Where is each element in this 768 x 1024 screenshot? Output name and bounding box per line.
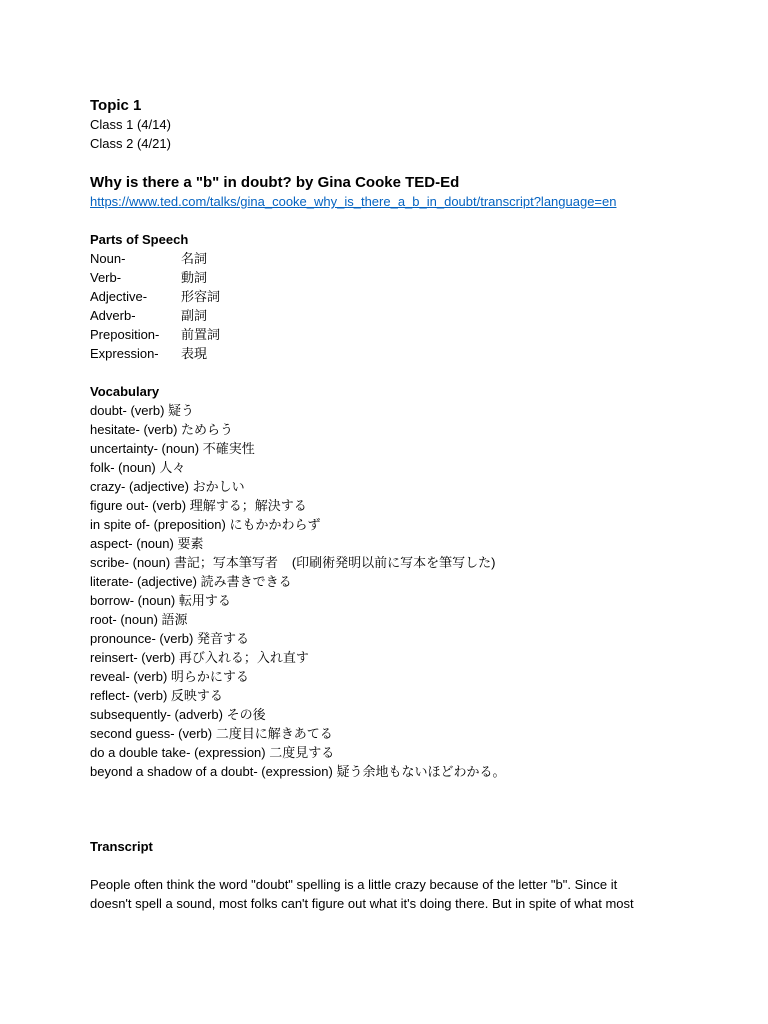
vocab-term: figure out- (verb) [90, 498, 187, 513]
vocab-term: root- (noun) [90, 612, 158, 627]
class-line-1: Class 1 (4/14) [90, 117, 171, 132]
vocab-japanese: 発音する [196, 631, 249, 646]
vocab-item [90, 610, 730, 629]
talk-title: Why is there a "b" in doubt? by Gina Cooke TED-Ed [90, 174, 460, 191]
vocab-item [90, 496, 730, 515]
transcript-section [90, 837, 730, 913]
vocabulary-section [90, 382, 730, 781]
vocab-item [90, 477, 730, 496]
pos-row [90, 249, 730, 268]
vocab-item [90, 705, 730, 724]
vocab-item [90, 648, 730, 667]
vocab-japanese: 理解する；解決する [189, 498, 307, 513]
vocab-japanese: 要素 [177, 536, 204, 551]
pos-japanese: 表現 [181, 346, 208, 361]
vocab-item [90, 591, 730, 610]
vocab-term: folk- (noun) [90, 460, 156, 475]
transcript-link[interactable]: https://www.ted.com/talks/gina_cooke_why_is_there_a_b_in_doubt/transcript?language=en [90, 194, 617, 209]
vocab-japanese: 読み書きできる [200, 574, 292, 589]
pos-japanese: 副詞 [181, 308, 208, 323]
transcript-line: People often think the word "doubt" spelling is a little crazy because of the letter "b". Since it [90, 877, 618, 892]
vocab-item [90, 401, 730, 420]
vocab-item [90, 743, 730, 762]
vocab-item [90, 458, 730, 477]
pos-english: Noun- [90, 251, 126, 266]
vocab-term: reveal- (verb) [90, 669, 168, 684]
parts-of-speech-heading: Parts of Speech [90, 232, 189, 247]
vocab-term: do a double take- (expression) [90, 745, 266, 760]
pos-english: Verb- [90, 270, 122, 285]
vocab-japanese: 疑う余地もないほどわかる。 [336, 764, 506, 779]
pos-english: Expression- [90, 346, 159, 361]
vocab-japanese: 二度目に解きあてる [215, 726, 333, 741]
pos-row [90, 306, 730, 325]
vocab-item [90, 667, 730, 686]
vocab-japanese: 不確実性 [202, 441, 255, 456]
transcript-heading: Transcript [90, 839, 153, 854]
vocab-japanese: おかしい [192, 479, 245, 494]
pos-row [90, 287, 730, 306]
pos-japanese: 名詞 [181, 251, 208, 266]
vocab-term: second guess- (verb) [90, 726, 213, 741]
vocab-term: beyond a shadow of a doubt- (expression) [90, 764, 333, 779]
transcript-paragraph [90, 875, 690, 913]
vocab-term: scribe- (noun) [90, 555, 171, 570]
vocab-term: pronounce- (verb) [90, 631, 194, 646]
vocab-japanese: 転用する [178, 593, 231, 608]
pos-english: Adverb- [90, 308, 136, 323]
vocab-item [90, 534, 730, 553]
vocab-japanese: その後 [226, 707, 266, 722]
vocab-japanese: 再び入れる；入れ直す [178, 650, 309, 665]
vocab-item [90, 439, 730, 458]
vocab-term: reinsert- (verb) [90, 650, 176, 665]
vocab-term: aspect- (noun) [90, 536, 174, 551]
vocab-term: crazy- (adjective) [90, 479, 189, 494]
vocab-term: literate- (adjective) [90, 574, 197, 589]
parts-of-speech-section [90, 230, 730, 363]
pos-row [90, 325, 730, 344]
vocab-japanese: 疑う [168, 403, 195, 418]
vocab-japanese: 明らかにする [170, 669, 249, 684]
document-page [90, 96, 730, 913]
topic-title: Topic 1 [90, 97, 142, 114]
vocab-item [90, 515, 730, 534]
vocab-item [90, 553, 730, 572]
vocab-japanese: 人々 [159, 460, 186, 475]
vocab-note: (印刷術発明以前に写本を筆写した) [291, 555, 496, 570]
vocab-japanese: ためらう [181, 422, 234, 437]
vocabulary-heading: Vocabulary [90, 384, 160, 399]
vocab-japanese: 語源 [161, 612, 188, 627]
pos-english: Adjective- [90, 289, 148, 304]
pos-japanese: 形容詞 [181, 289, 221, 304]
vocab-term: hesitate- (verb) [90, 422, 178, 437]
vocab-term: doubt- (verb) [90, 403, 165, 418]
vocab-japanese: 二度見する [269, 745, 335, 760]
vocab-item [90, 724, 730, 743]
vocab-item [90, 629, 730, 648]
class-line-2: Class 2 (4/21) [90, 136, 171, 151]
vocab-term: in spite of- (preposition) [90, 517, 226, 532]
vocab-japanese: 反映する [170, 688, 223, 703]
vocab-japanese: にもかかわらず [229, 517, 321, 532]
pos-row [90, 268, 730, 287]
pos-english: Preposition- [90, 327, 160, 342]
vocab-term: uncertainty- (noun) [90, 441, 200, 456]
vocab-item [90, 762, 730, 781]
vocab-item [90, 420, 730, 439]
vocab-item [90, 572, 730, 591]
vocab-term: reflect- (verb) [90, 688, 168, 703]
pos-japanese: 前置詞 [181, 327, 221, 342]
vocab-term: subsequently- (adverb) [90, 707, 223, 722]
vocab-item [90, 686, 730, 705]
transcript-line: doesn't spell a sound, most folks can't figure out what it's doing there. But in spite of what most [90, 896, 634, 911]
vocab-japanese: 書記；写本筆写者 [173, 555, 278, 570]
vocab-term: borrow- (noun) [90, 593, 176, 608]
pos-japanese: 動詞 [181, 270, 208, 285]
pos-row [90, 344, 730, 363]
